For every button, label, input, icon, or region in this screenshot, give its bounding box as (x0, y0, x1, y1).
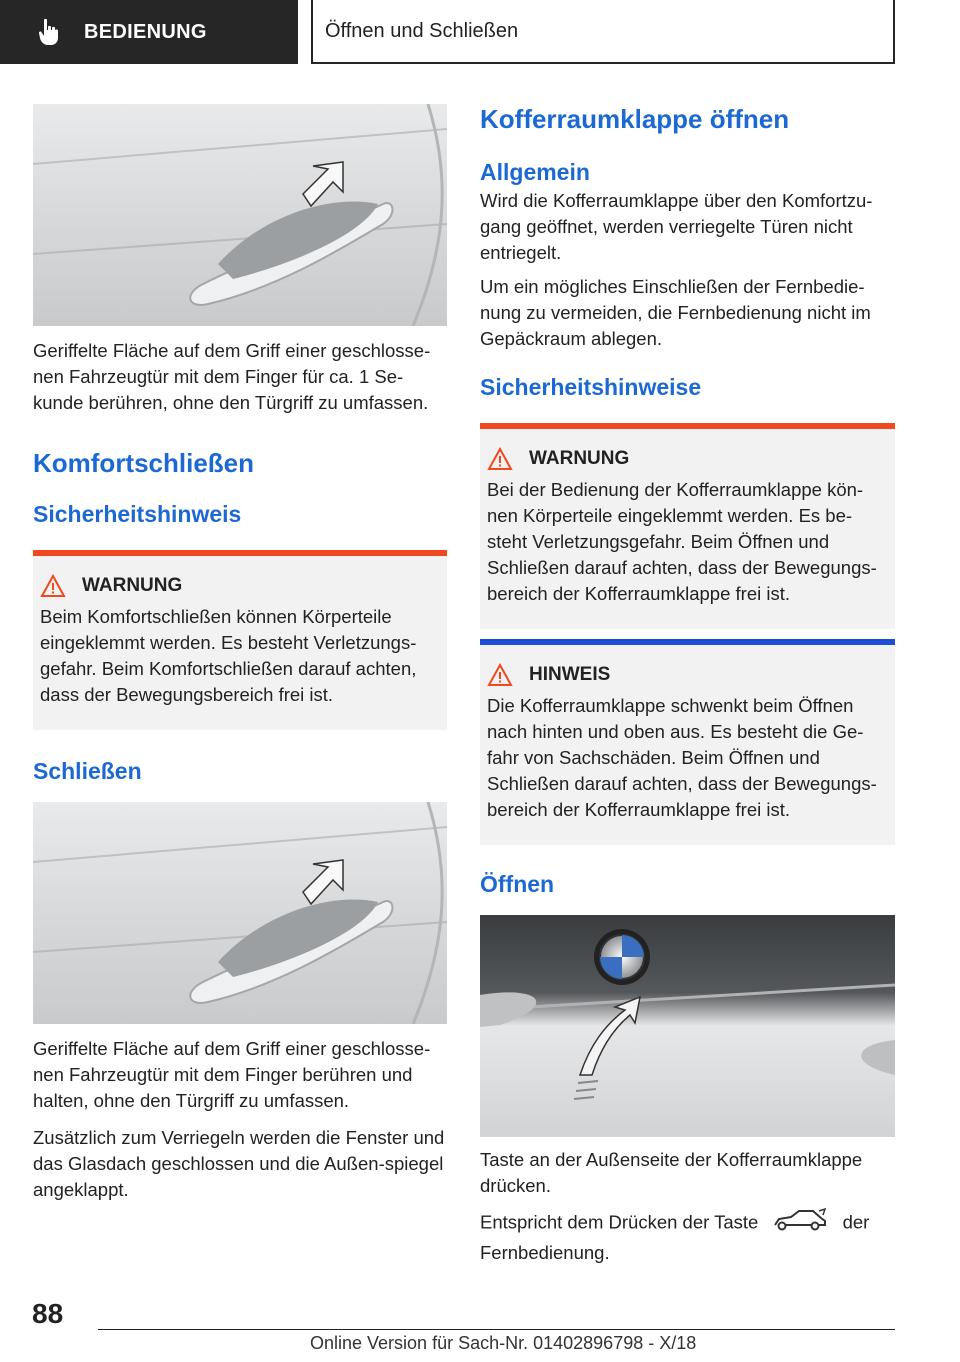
paragraph-zusatz: Zusätzlich zum Verriegeln werden die Fenster und das Glasdach geschlossen und die Außen-spiegel angeklappt. (33, 1127, 445, 1200)
heading-sicherheitshinweise: Sicherheitshinweise (480, 374, 702, 400)
heading-kofferraumklappe: Kofferraumklappe öffnen (480, 104, 790, 134)
caption-komfort-oeffnen: Geriffelte Fläche auf dem Griff einer geschlosse-nen Fahrzeugtür mit dem Finger für ca. 1 Se-kunde berühren, ohne den Türgriff zu umfassen. (33, 340, 431, 413)
hand-pointer-icon (38, 18, 66, 46)
trunk-button-image (480, 915, 895, 1137)
heading-allgemein: Allgemein (480, 159, 590, 185)
heading-komfortschliessen: Komfortschließen (33, 448, 255, 478)
online-version-label: Online Version für Sach-Nr. 01402896798 - X/18 (310, 1333, 697, 1353)
chapter-tab (311, 0, 895, 64)
footer-divider (98, 1329, 895, 1330)
warning-text: Bei der Bedienung der Kofferraumklappe kön-nen Körperteile eingeklemmt werden. Es be-steht Verletzungsgefahr. Beim Öffnen und Schließen darauf achten, dass der Bewegungs-bereich der Kofferraumklappe frei ist. (487, 479, 877, 604)
caption-part-b: der (842, 1211, 870, 1233)
warning-title: WARNUNG (82, 575, 183, 596)
hinweis-text: Die Kofferraumklappe schwenkt beim Öffnen nach hinten und oben aus. Es besteht die Ge-fahr von Sachschäden. Beim Öffnen und Schließen darauf achten, dass der Bewegungs-bereich der Kofferraumklappe frei ist. (487, 695, 877, 820)
warning-triangle-icon (487, 663, 513, 687)
caption-taste: Taste an der Außenseite der Kofferraumklappe drücken. (480, 1149, 863, 1196)
hinweis-box (480, 639, 895, 845)
chapter-label: Öffnen und Schließen (325, 19, 519, 42)
door-handle-image-2 (33, 802, 447, 1024)
heading-schliessen: Schließen (33, 758, 142, 784)
warning-title: WARNUNG (529, 448, 630, 469)
warning-box-komfort (33, 550, 447, 730)
door-handle-image-1 (33, 104, 447, 326)
left-column (33, 104, 447, 1203)
page-number: 88 (32, 1298, 64, 1329)
warning-triangle-icon (40, 574, 66, 598)
heading-sicherheitshinweis: Sicherheitshinweis (33, 501, 242, 527)
warning-triangle-icon (487, 447, 513, 471)
paragraph-allgemein-2: Um ein mögliches Einschließen der Fernbedie-nung zu vermeiden, die Fernbedienung nicht im Gepäckraum ablegen. (480, 276, 871, 349)
warning-box-kofferraum (480, 423, 895, 629)
section-tab (0, 0, 298, 64)
caption-fernbedienung (480, 1207, 895, 1266)
caption-part-a: Entspricht dem Drücken der Taste (480, 1211, 759, 1233)
car-trunk-icon (771, 1207, 829, 1240)
caption-schliessen: Geriffelte Fläche auf dem Griff einer geschlosse-nen Fahrzeugtür mit dem Finger berühren und halten, ohne den Türgriff zu umfassen. (33, 1038, 431, 1111)
paragraph-allgemein-1: Wird die Kofferraumklappe über den Komfortzu-gang geöffnet, werden verriegelte Türen nicht entriegelt. (480, 190, 873, 263)
hinweis-title: HINWEIS (529, 664, 611, 685)
section-label: BEDIENUNG (84, 20, 207, 43)
caption-part-c: Fernbedienung. (480, 1242, 610, 1263)
heading-oeffnen: Öffnen (480, 871, 555, 897)
right-column (480, 104, 895, 1266)
warning-text: Beim Komfortschließen können Körperteile eingeklemmt werden. Es besteht Verletzungs-gefahr. Beim Komfortschließen darauf achten, dass der Bewegungsbereich frei ist. (40, 606, 417, 705)
